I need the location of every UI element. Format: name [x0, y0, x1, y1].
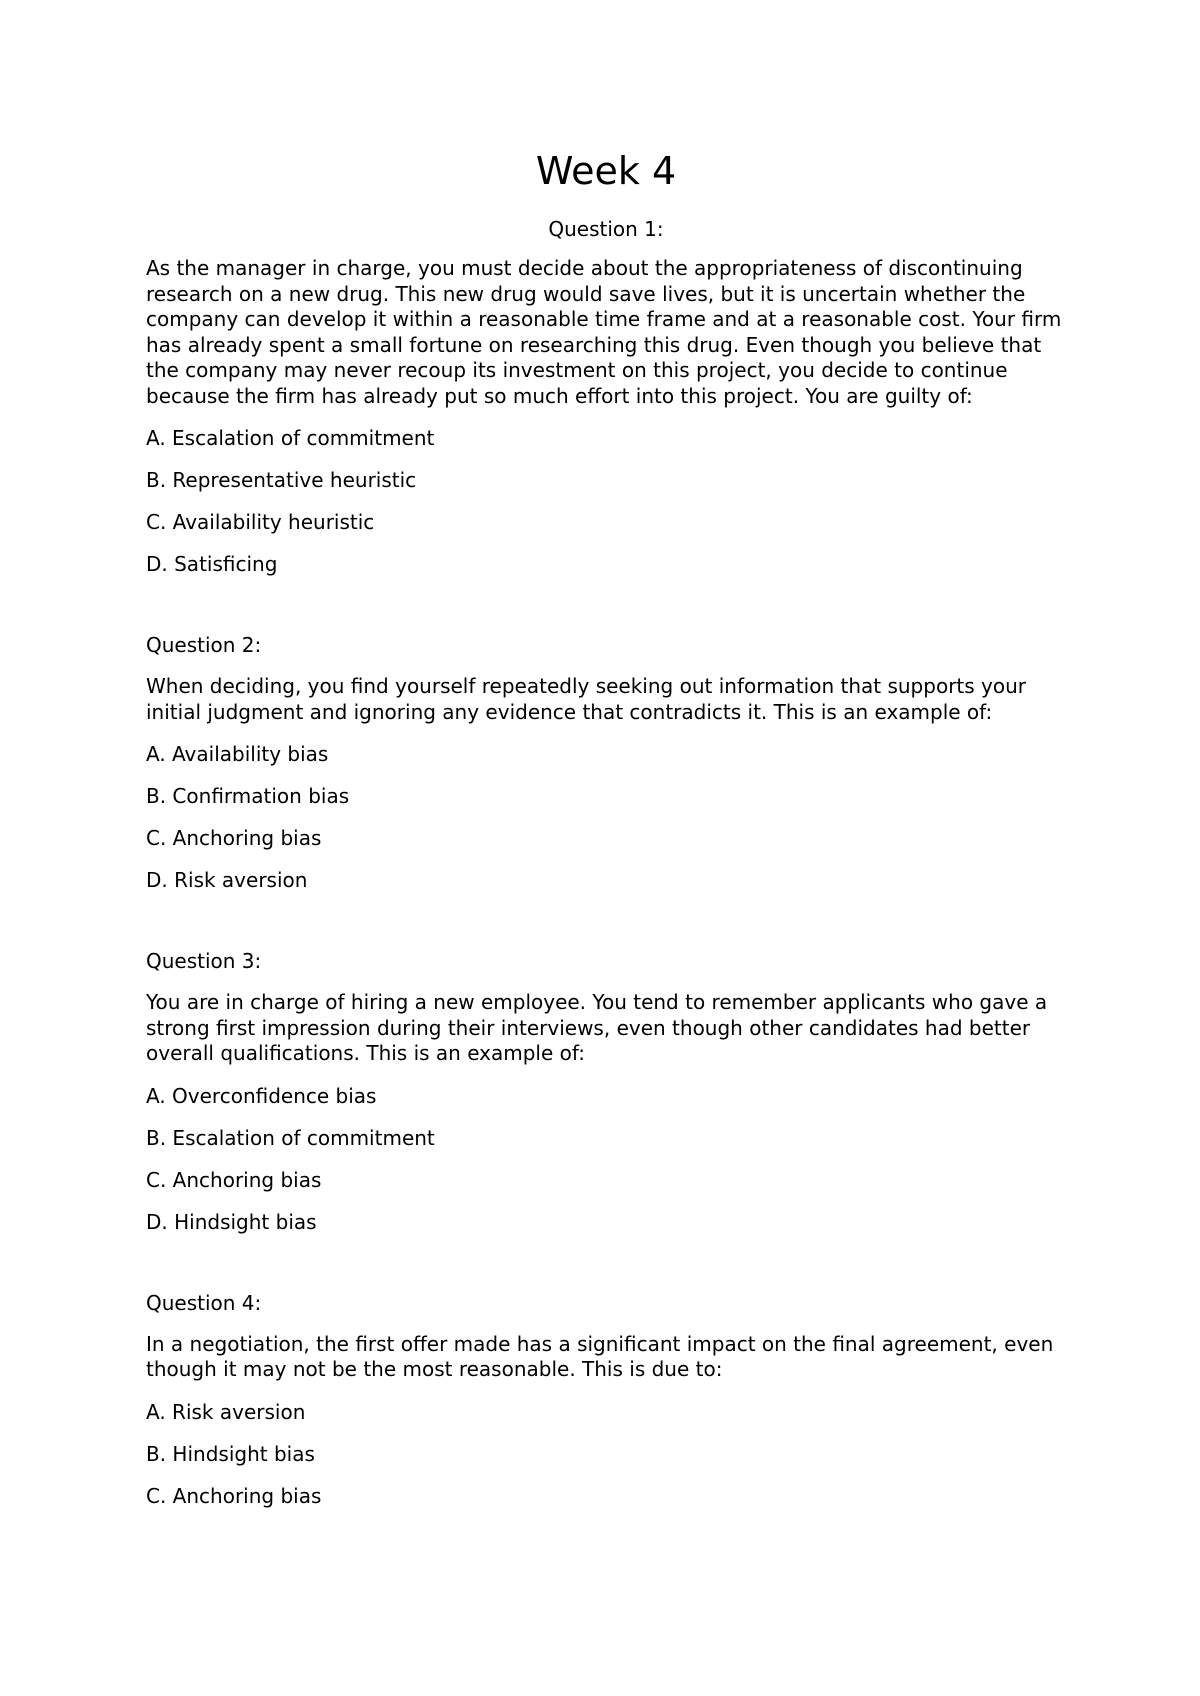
answer-option: A. Overconfidence bias	[146, 1083, 377, 1108]
answer-option: C. Anchoring bias	[146, 1483, 322, 1508]
question-1	[146, 216, 1066, 577]
question-heading: Question 4:	[146, 1290, 262, 1315]
question-stem: When deciding, you find yourself repeatedly seeking out information that supports your initial judgment and ignoring any evidence that contradicts it. This is an example of:	[146, 674, 1026, 724]
question-stem: As the manager in charge, you must decide about the appropriateness of discontinuing research on a new drug. This new drug would save lives, but it is uncertain whether the company can develop it within a reasonable time frame and at a reasonable cost. Your firm has already spent a small fortune on researching this drug. Even though you believe that the company may never recoup its investment on this project, you decide to continue because the firm has already put so much effort into this project. You are guilty of:	[146, 256, 1062, 408]
page-title: Week 4	[535, 149, 677, 193]
answer-option: D. Hindsight bias	[146, 1209, 317, 1234]
answer-option: A. Availability bias	[146, 742, 329, 766]
answer-option: A. Escalation of commitment	[146, 426, 435, 450]
question-3	[146, 948, 1066, 1235]
answer-options	[146, 1399, 1066, 1509]
question-heading: Question 1:	[548, 217, 664, 241]
answer-options	[146, 741, 1066, 893]
answer-options	[146, 425, 1066, 577]
answer-option: B. Confirmation bias	[146, 784, 350, 808]
answer-option: B. Escalation of commitment	[146, 1125, 435, 1150]
answer-options	[146, 1083, 1066, 1235]
question-stem: In a negotiation, the first offer made has a significant impact on the final agreement, even though it may not be the most reasonable. This is due to:	[146, 1331, 1054, 1381]
answer-option: B. Representative heuristic	[146, 468, 417, 492]
answer-option: D. Risk aversion	[146, 868, 308, 892]
document-page	[146, 140, 1066, 1509]
question-4	[146, 1290, 1066, 1509]
answer-option: C. Anchoring bias	[146, 826, 322, 850]
question-2	[146, 632, 1066, 893]
answer-option: D. Satisficing	[146, 552, 278, 576]
answer-option: C. Availability heuristic	[146, 510, 375, 534]
answer-option: A. Risk aversion	[146, 1399, 306, 1424]
answer-option: B. Hindsight bias	[146, 1441, 315, 1466]
question-heading: Question 3:	[146, 949, 262, 973]
question-stem: You are in charge of hiring a new employee. You tend to remember applicants who gave a strong first impression during their interviews, even though other candidates had better overall qualifications. This is an example of:	[146, 990, 1048, 1065]
question-heading: Question 2:	[146, 633, 262, 657]
answer-option: C. Anchoring bias	[146, 1167, 322, 1192]
